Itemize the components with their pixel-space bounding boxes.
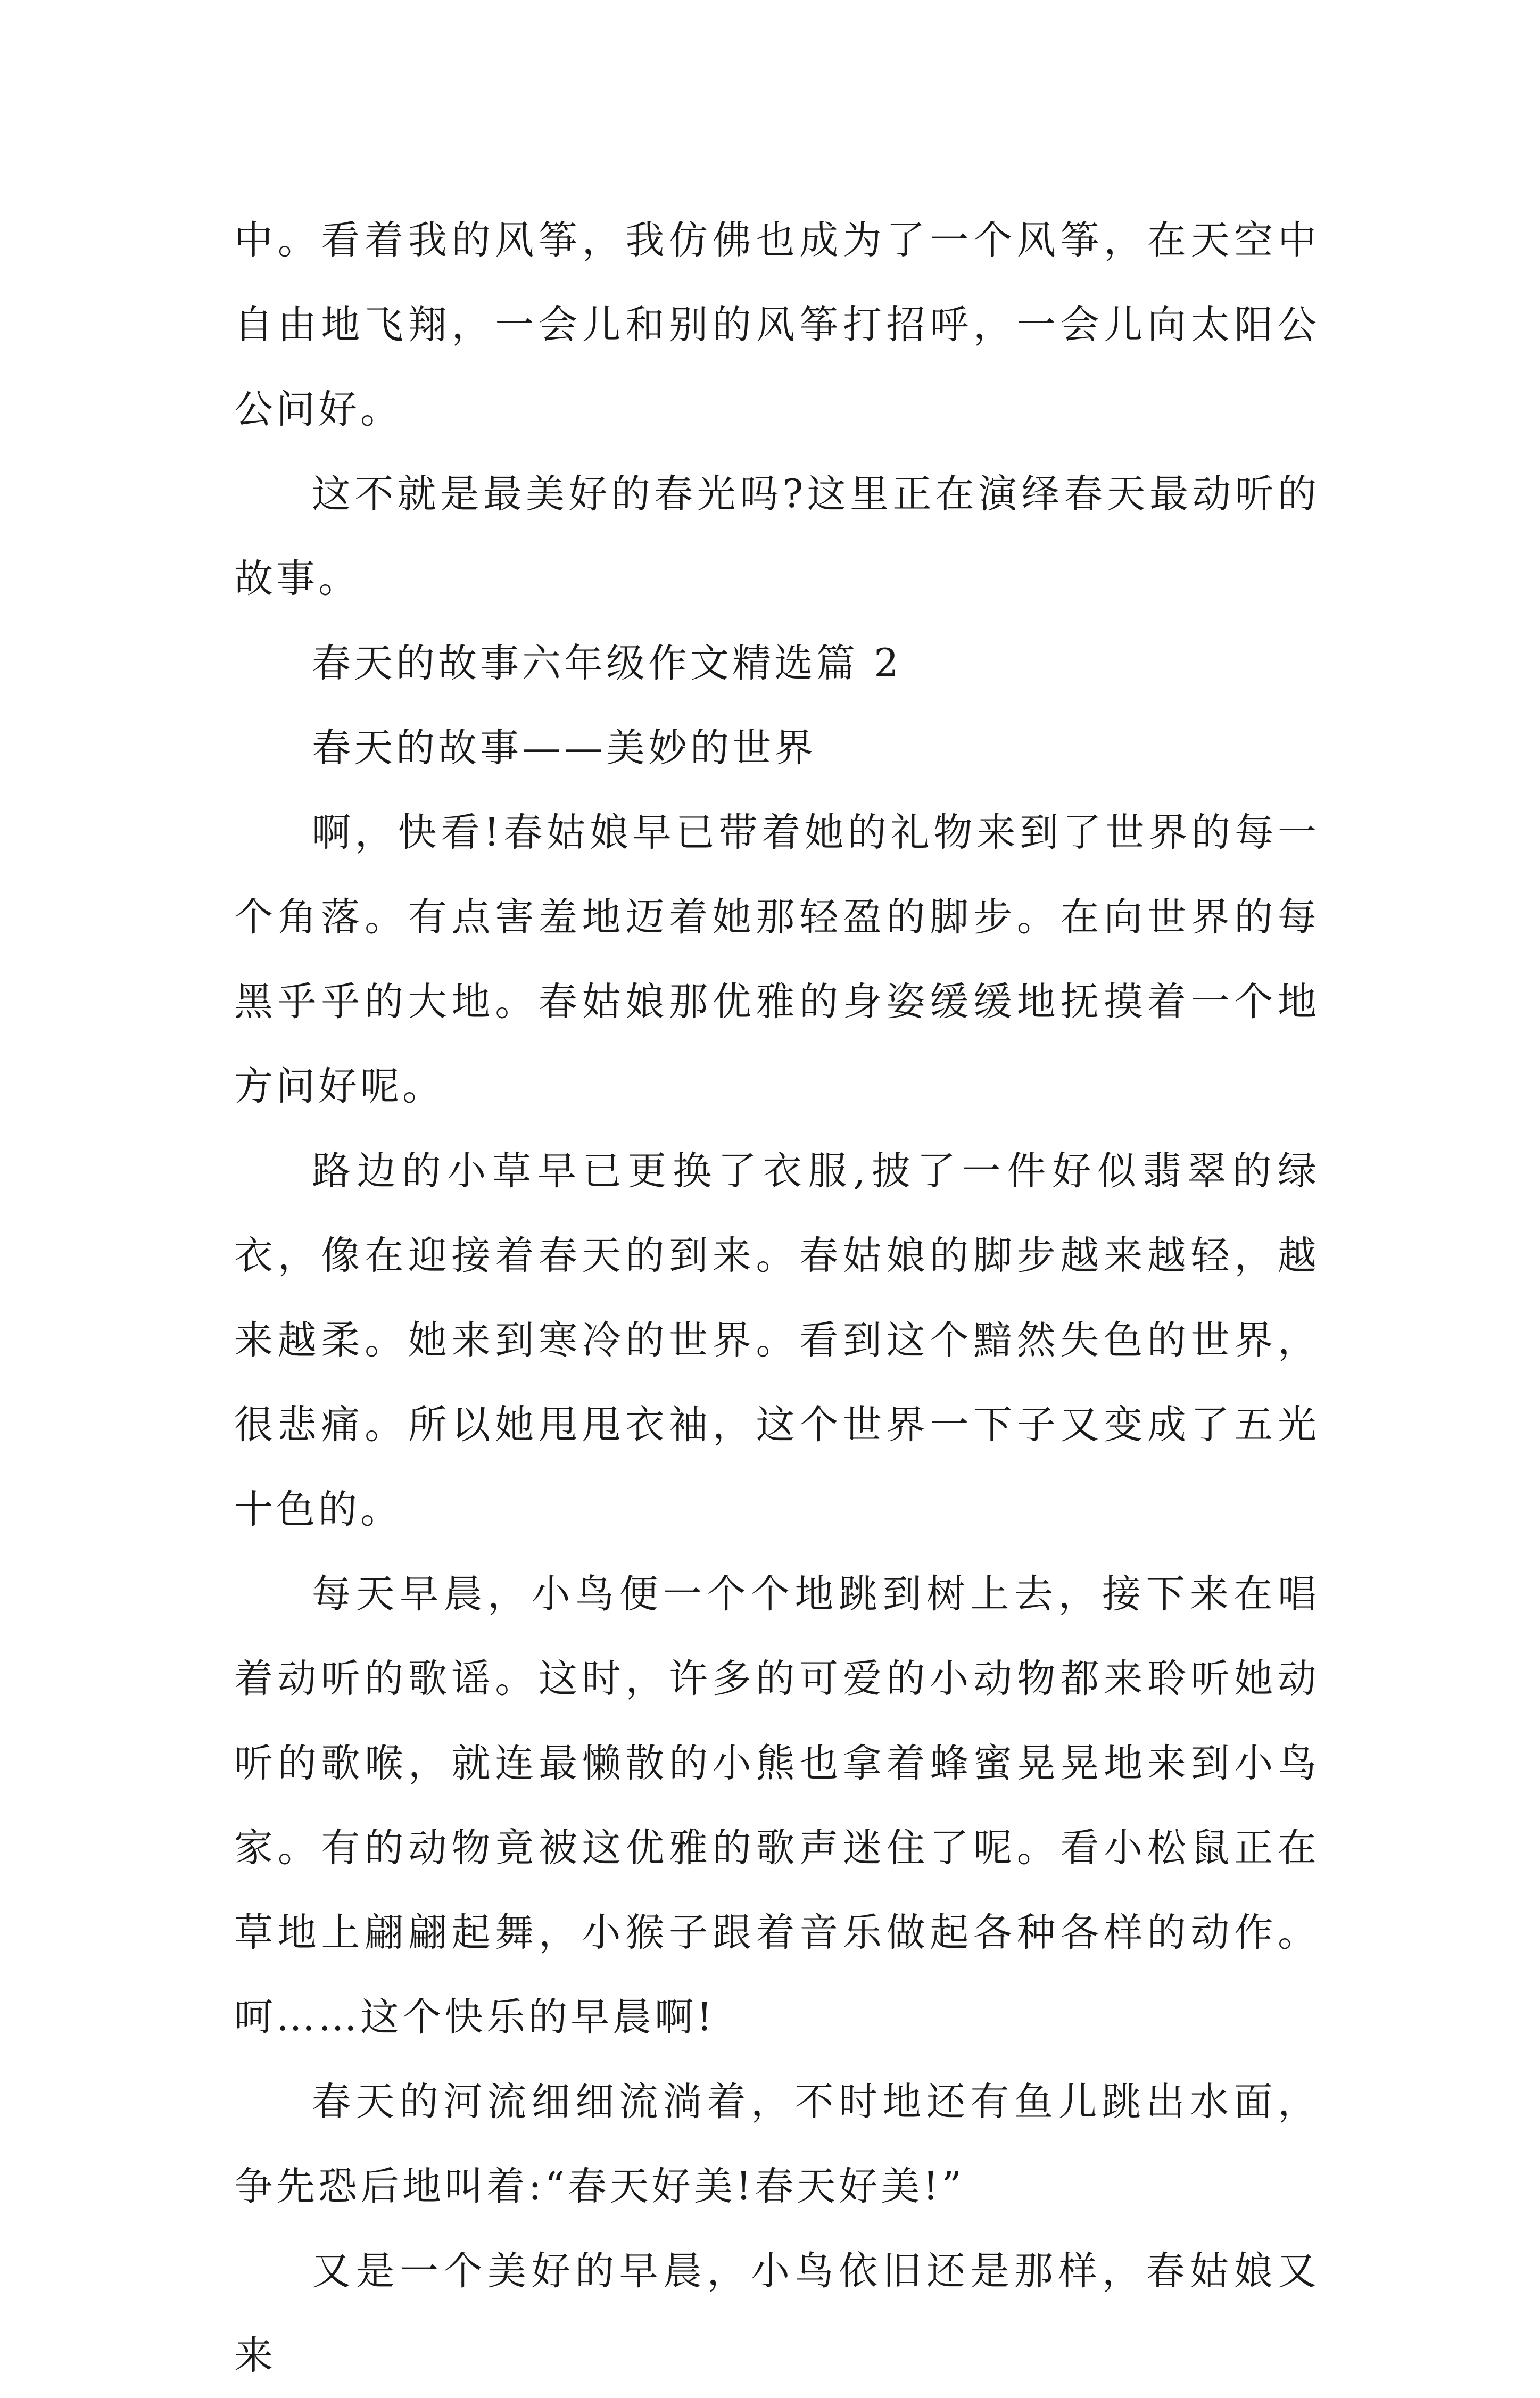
essay-title: 春天的故事——美妙的世界 [312, 725, 816, 771]
paragraph-5: 啊，快看!春姑娘早已带着她的礼物来到了世界的每一个角落。有点害羞地迈着她那轻盈的脚步。在向世界的每黑乎乎的大地。春姑娘那优雅的身姿缓缓地抚摸着一个地方问好呢。 [234, 810, 1320, 1109]
paragraph-2: 这不就是最美好的春光吗?这里正在演绎春天最动听的故事。 [234, 472, 1320, 601]
section-heading: 春天的故事六年级作文精选篇 2 [312, 641, 902, 686]
paragraph-8: 春天的河流细细流淌着，不时地还有鱼儿跳出水面，争先恐后地叫着:“春天好美!春天好美!” [234, 2079, 1320, 2209]
document-body [234, 198, 1320, 2398]
paragraph-7: 每天早晨，小鸟便一个个地跳到树上去，接下来在唱着动听的歌谣。这时，许多的可爱的小动物都来聆听她动听的歌喉，就连最懒散的小熊也拿着蜂蜜晃晃地来到小鸟家。有的动物竟被这优雅的歌声迷住了呢。看小松鼠正在草地上翩翩起舞，小猴子跟着音乐做起各种各样的动作。呵……这个快乐的早晨啊! [234, 1572, 1320, 2040]
paragraph-9: 又是一个美好的早晨，小鸟依旧还是那样，春姑娘又来 [234, 2248, 1320, 2378]
paragraph-1: 中。看着我的风筝，我仿佛也成为了一个风筝，在天空中自由地飞翔，一会儿和别的风筝打招呼，一会儿向太阳公公问好。 [234, 218, 1320, 432]
paragraph-6: 路边的小草早已更换了衣服,披了一件好似翡翠的绿衣，像在迎接着春天的到来。春姑娘的脚步越来越轻，越来越柔。她来到寒冷的世界。看到这个黯然失色的世界，很悲痛。所以她甩甩衣袖，这个世界一下子又变成了五光十色的。 [234, 1148, 1320, 1532]
